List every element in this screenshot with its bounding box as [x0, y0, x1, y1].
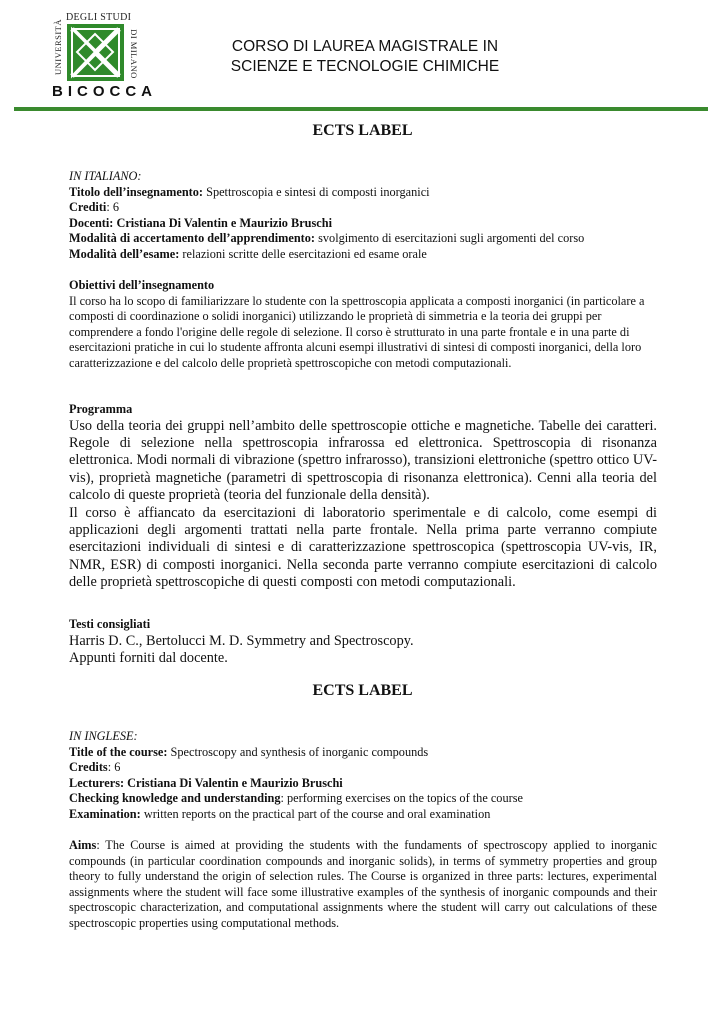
textbook-line-2: Appunti forniti dal docente.	[69, 650, 228, 666]
logo-text-universita: UNIVERSITÀ	[53, 19, 63, 75]
italian-objectives-block	[69, 278, 657, 372]
course-title-line2: SCIENZE E TECNOLOGIE CHIMICHE	[230, 58, 500, 75]
italian-program-block	[69, 402, 657, 592]
ects-label-heading-italian: ECTS LABEL	[312, 122, 413, 139]
italian-exam: Modalità dell’esame: relazioni scritte delle esercitazioni ed esame orale	[69, 246, 427, 261]
page-header	[0, 0, 725, 112]
aims-text: Aims: The Course is aimed at providing the students with the fundaments of spectroscopy applied to inorganic compounds (in particular coordination compounds and inorganic solids), in terms of symmetry properties and group theory to fully understand the origin of selection rules. The Course is organized in three parts: lectures, experimental assignments where the student will face some illustrative examples of the synthesis of inorganic compounds and their spectroscopic characterization, and computational assignments where the student will carry out calculations of these spectroscopic properties using computational methods.	[69, 838, 657, 930]
english-info-block	[69, 729, 657, 823]
ects-label-heading-english: ECTS LABEL	[312, 682, 413, 699]
course-title-line1: CORSO DI LAUREA MAGISTRALE IN	[231, 38, 499, 55]
program-paragraph-2: Il corso è affiancato da esercitazioni di laboratorio sperimentale e di calcolo, come esempi di applicazioni degli argomenti trattati nella parte frontale. Nella prima parte verranno compiute esercitazioni individuali di sintesi e di caratterizzazione spettroscopica (spettroscopia UV-vis, IR, NMR, ESR) di composti inorganici. Nella seconda parte verranno compiute esercitazioni di calcolo delle proprietà spettroscopiche di questi composti con metodi computazionali.	[69, 504, 657, 591]
course-title	[200, 37, 530, 77]
logo-text-di-milano: DI MILANO	[129, 29, 139, 79]
italian-credits: Crediti: 6	[69, 200, 119, 215]
english-exam: Examination: written reports on the practical part of the course and oral examination	[69, 806, 491, 821]
header-divider	[14, 107, 708, 111]
logo-text-degli-studi: DEGLI STUDI	[66, 12, 132, 23]
english-language-label: IN INGLESE:	[69, 729, 138, 743]
italian-info-block	[69, 169, 657, 263]
italian-course-title: Titolo dell’insegnamento: Spettroscopia e sintesi di composti inorganici	[69, 184, 430, 199]
english-checking: Checking knowledge and understanding: performing exercises on the topics of the course	[69, 791, 523, 806]
program-paragraph-1: Uso della teoria dei gruppi nell’ambito delle spettroscopie ottiche e magnetiche. Tabelle dei caratteri. Regole di selezione nella spettroscopia infrarossa ed elettronica. Spettroscopia di risonanza elettronica. Modi normali di vibrazione (spettro infrarosso), transizioni elettroniche (spettro ottico UV-vis), proprietà magnetiche (parametri di spettroscopia di risonanza elettronica). Cenni alla teoria del calcolo di queste proprietà (teoria del funzionale della densità).	[69, 417, 657, 504]
italian-assessment: Modalità di accertamento dell’apprendimento: svolgimento di esercitazioni sugli argomenti del corso	[69, 231, 585, 246]
objectives-text: Il corso ha lo scopo di familiarizzare lo studente con la spettroscopia applicata a composti inorganici (in particolare a composti di coordinazione o solidi inorganici) utilizzando le proprietà di simmetria e la teoria dei gruppi per comprendere a fondo l'origine delle regole di selezione. Il corso è strutturato in una parte frontale e in una parte di esercitazioni pratiche in cui lo studente affronta alcuni esempi illustrativi di sintesi di composti inorganici, della loro caratterizzazione e del calcolo delle proprietà spettroscopiche con metodi computazionali.	[69, 293, 645, 370]
university-logo-icon	[67, 24, 124, 81]
italian-textbooks-block	[69, 617, 657, 667]
textbook-line-1: Harris D. C., Bertolucci M. D. Symmetry and Spectroscopy.	[69, 632, 414, 649]
english-credits: Credits: 6	[69, 760, 121, 775]
english-aims-block	[69, 838, 657, 932]
italian-language-label: IN ITALIANO:	[69, 169, 142, 183]
english-lecturers: Lecturers: Cristiana Di Valentin e Maurizio Bruschi	[69, 775, 343, 790]
logo-text-bicocca: BICOCCA	[52, 83, 157, 100]
objectives-heading: Obiettivi dell’insegnamento	[69, 278, 215, 292]
italian-lecturers: Docenti: Cristiana Di Valentin e Maurizio Bruschi	[69, 215, 333, 230]
english-course-title: Title of the course: Spectroscopy and synthesis of inorganic compounds	[69, 744, 429, 759]
textbooks-heading: Testi consigliati	[69, 617, 151, 631]
program-heading: Programma	[69, 402, 133, 416]
